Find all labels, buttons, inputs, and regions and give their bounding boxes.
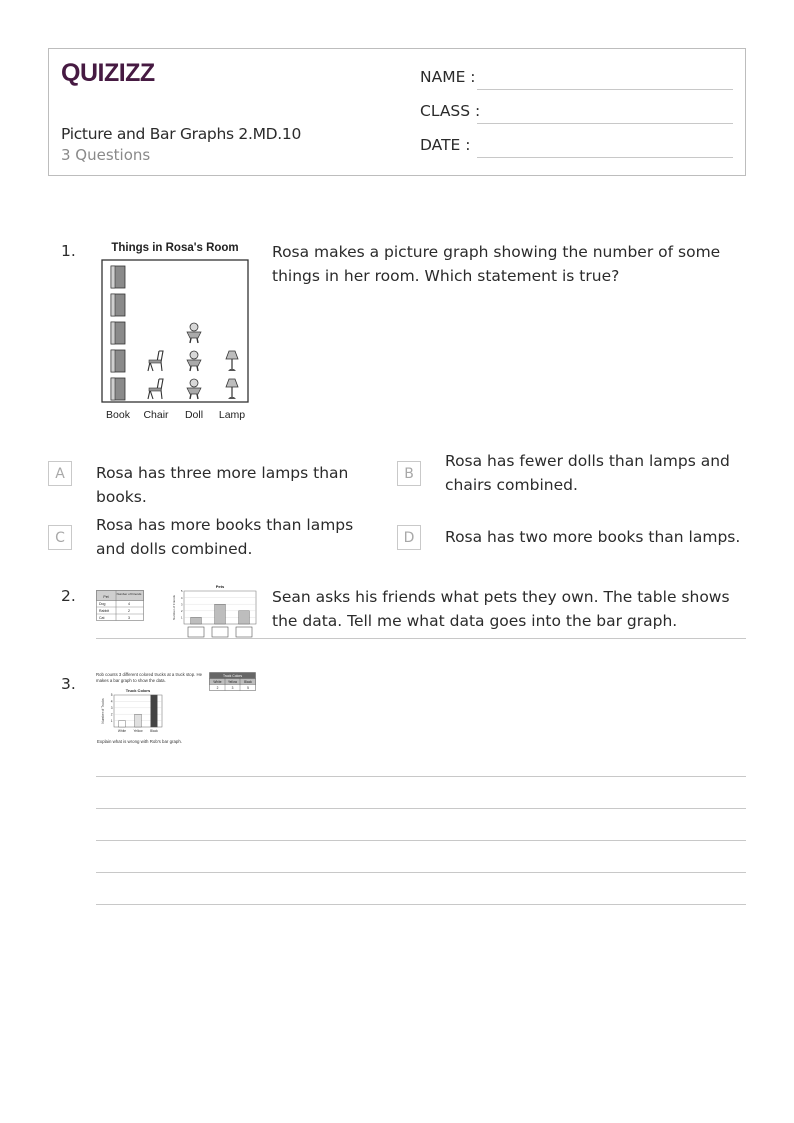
doll-icon xyxy=(187,323,201,343)
truck-table xyxy=(209,672,257,692)
book-icon xyxy=(111,378,125,400)
picture-graph-category: Doll xyxy=(184,409,204,421)
book-icon xyxy=(111,266,125,288)
truck-intro xyxy=(96,672,208,686)
pets-table xyxy=(96,590,144,622)
pets-table-cell: 2 xyxy=(128,609,130,613)
chart-title: Truck Colors xyxy=(125,688,151,693)
chart-y-tick: 1 xyxy=(180,615,183,620)
quizizz-logo: QUIZIZZ xyxy=(61,59,155,87)
picture-graph-category: Book xyxy=(106,409,130,421)
pets-table-header-count: Number of Friends xyxy=(116,592,142,596)
chart-y-label: Number of Friends xyxy=(172,595,176,620)
truck-prompt xyxy=(96,736,216,746)
pets-table-cell: Dog xyxy=(99,602,106,606)
answer-line[interactable] xyxy=(96,872,746,873)
chart-bar xyxy=(119,721,126,727)
answer-box xyxy=(188,627,204,637)
option-d-letter[interactable]: D xyxy=(397,525,421,550)
truck-table-cell: 2 xyxy=(216,686,219,690)
class-field[interactable] xyxy=(477,123,733,124)
question-count: 3 Questions xyxy=(61,146,151,164)
truck-bar-chart xyxy=(98,686,170,736)
chart-y-tick: 4 xyxy=(110,699,113,704)
pets-table-cell: Rabbit xyxy=(99,609,110,613)
truck-table-cell: 3 xyxy=(231,686,234,690)
doll-icon xyxy=(187,379,201,399)
doll-icon xyxy=(187,351,201,371)
answer-box xyxy=(236,627,252,637)
chart-y-tick: 5 xyxy=(110,693,113,698)
chair-icon xyxy=(148,351,163,371)
lamp-icon xyxy=(226,351,238,371)
pets-table-cell: 3 xyxy=(128,616,130,620)
worksheet-title: Picture and Bar Graphs 2.MD.10 xyxy=(61,125,302,143)
chart-bar xyxy=(215,604,226,624)
option-c-text[interactable]: Rosa has more books than lamps and dolls combined. xyxy=(96,516,354,558)
chart-x-tick: White xyxy=(117,729,127,733)
question-3-number: 3. xyxy=(61,675,76,693)
truck-table-header: Black xyxy=(244,680,252,684)
answer-line[interactable] xyxy=(96,904,746,905)
truck-table-cell: 5 xyxy=(247,686,249,690)
chart-y-label: Number of Trucks xyxy=(101,698,105,724)
chart-bar xyxy=(191,617,202,624)
date-label: DATE : xyxy=(420,136,471,154)
pets-bar-chart xyxy=(170,583,260,639)
picture-graph-category: Chair xyxy=(143,409,169,421)
truck-table-title: Truck Colors xyxy=(222,674,243,678)
option-c-letter[interactable]: C xyxy=(48,525,72,550)
pets-table-cell: Cat xyxy=(99,616,105,620)
chart-y-tick: 4 xyxy=(180,595,183,600)
answer-line[interactable] xyxy=(96,840,746,841)
picture-graph-title: Things in Rosa's Room xyxy=(111,242,239,254)
chart-title: Pets xyxy=(215,584,225,589)
truck-intro-text: Rob counts 3 different colored trucks at a truck stop. He makes a bar graph to show the data. xyxy=(96,672,202,683)
chart-bar xyxy=(239,611,250,624)
question-1-number: 1. xyxy=(61,242,76,260)
truck-table-header: Yellow xyxy=(227,680,238,684)
chart-y-tick: 1 xyxy=(110,718,113,723)
chart-bar xyxy=(135,714,142,727)
class-label: CLASS : xyxy=(420,102,481,120)
chart-y-tick: 3 xyxy=(110,706,113,710)
question-2-number: 2. xyxy=(61,587,76,605)
truck-table-header: White xyxy=(213,680,222,684)
chart-x-tick: Black xyxy=(150,729,158,733)
picture-graph xyxy=(100,238,252,424)
option-b-text[interactable]: Rosa has fewer dolls than lamps and chairs combined. xyxy=(445,452,730,494)
book-icon xyxy=(111,322,125,344)
chair-icon xyxy=(148,379,163,399)
answer-line[interactable] xyxy=(96,808,746,809)
answer-box xyxy=(212,627,228,637)
answer-line[interactable] xyxy=(96,776,746,777)
chart-y-tick: 5 xyxy=(180,589,183,594)
book-icon xyxy=(111,350,125,372)
pets-table-header-pet: Pet xyxy=(103,595,109,599)
pets-table-cell: 4 xyxy=(128,602,130,606)
chart-y-tick: 2 xyxy=(180,609,183,613)
chart-y-tick: 3 xyxy=(180,602,183,607)
option-b-letter[interactable]: B xyxy=(397,461,421,486)
option-a-text[interactable]: Rosa has three more lamps than books. xyxy=(96,464,349,506)
name-label: NAME : xyxy=(420,68,476,86)
picture-graph-category: Lamp xyxy=(218,409,246,421)
answer-line xyxy=(96,638,746,639)
chart-y-tick: 2 xyxy=(110,712,113,717)
lamp-icon xyxy=(226,379,238,399)
question-1-text: Rosa makes a picture graph showing the number of some things in her room. Which statement is true? xyxy=(272,243,721,285)
chart-x-tick: Yellow xyxy=(133,729,143,733)
question-2-text: Sean asks his friends what pets they own. The table shows the data. Tell me what data goes into the bar graph. xyxy=(272,588,730,630)
book-icon xyxy=(111,294,125,316)
option-d-text[interactable]: Rosa has two more books than lamps. xyxy=(445,528,741,546)
worksheet-header xyxy=(48,48,746,176)
truck-prompt-text: Explain what is wrong with Rob's bar graph. xyxy=(97,739,183,744)
name-field[interactable] xyxy=(477,89,733,90)
date-field[interactable] xyxy=(477,157,733,158)
chart-bar xyxy=(151,695,158,727)
option-a-letter[interactable]: A xyxy=(48,461,72,486)
